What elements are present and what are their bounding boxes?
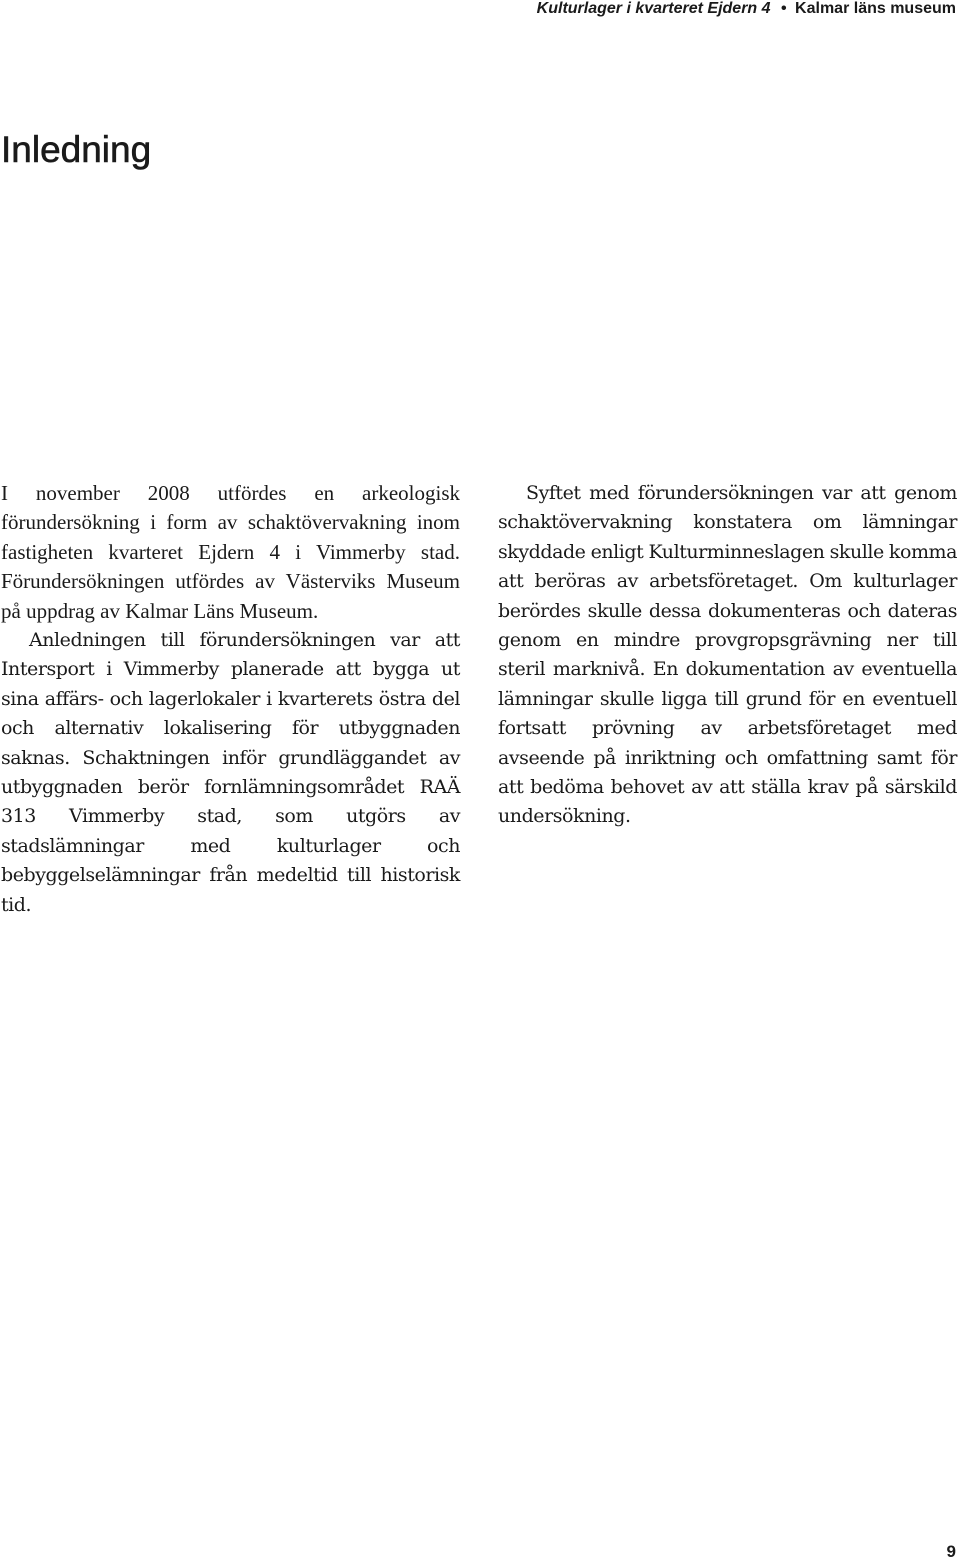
paragraph: Syftet med förundersökningen var att genom schaktövervakning konstatera om lämningar skyddade enligt Kulturminneslagen skulle komma att beröras av arbetsföretaget. Om kulturlager berördes skulle dessa dokumenteras och dateras genom en mindre provgropsgrävning ner till steril marknivå. En dokumentation av eventuella lämningar skulle ligga till grund för en eventuell fortsatt prövning av arbetsföretaget med avseende på inriktning och omfattning samt för att bedöma behovet av att ställa krav på särskild undersökning.	[498, 482, 957, 828]
report-title: Kulturlager i kvarteret Ejdern 4	[536, 0, 771, 17]
right-column	[498, 479, 957, 832]
paragraph: I november 2008 utfördes en arkeologisk förundersökning i form av schaktövervakning inom fastigheten kvarteret Ejdern 4 i Vimmerby stad. Förundersökningen utfördes av Västerviks Museum på uppdrag av Kalmar Läns Museum.	[1, 481, 460, 623]
running-header	[537, 0, 956, 18]
header-separator: •	[780, 0, 787, 17]
museum-name: Kalmar läns museum	[795, 0, 956, 17]
paragraph: Anledningen till förundersökningen var att Intersport i Vimmerby planerade att bygga ut sina affärs- och lagerlokaler i kvarterets östra del och alternativ lokalisering för utbyggnaden saknas. Schaktningen inför grundläggandet av utbyggnaden berör fornlämningsområdet RAÄ 313 Vimmerby stad, som utgörs av stadslämningar med kulturlager och bebyggelselämningar från medeltid till historisk tid.	[1, 629, 460, 916]
left-column	[1, 479, 460, 920]
section-heading: Inledning	[1, 129, 152, 170]
page-number: 9	[946, 1542, 956, 1561]
